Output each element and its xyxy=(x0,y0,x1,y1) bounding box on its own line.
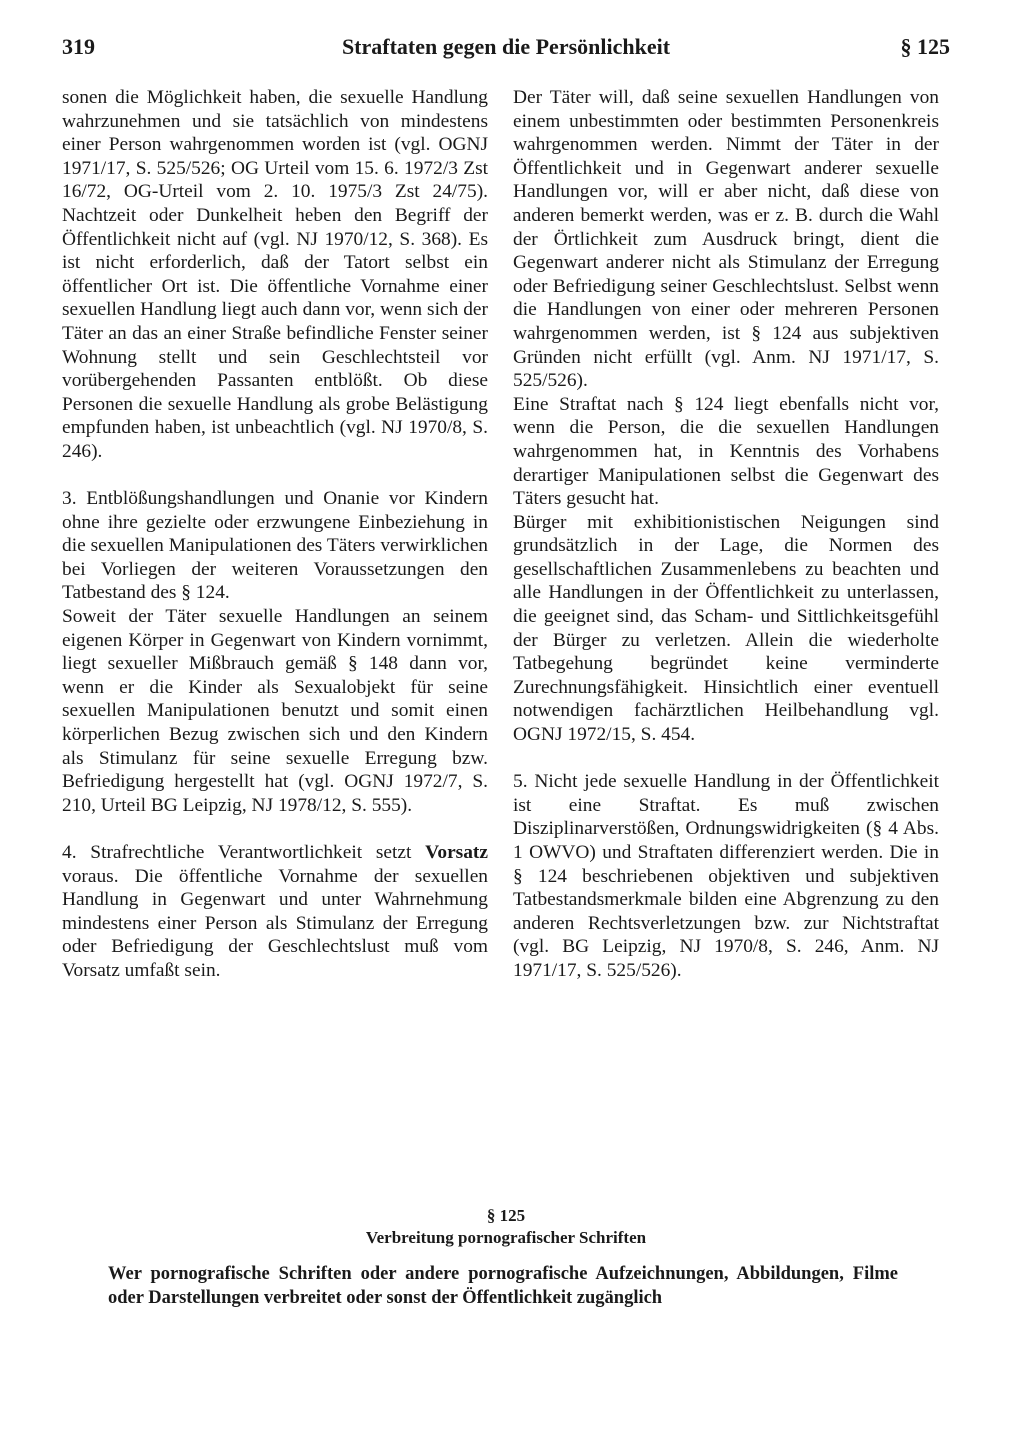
section-text: Wer pornografische Schriften oder andere pornografische Aufzeichnungen, Abbildungen, Filme oder Darstellungen verbreitet oder sonst der Öffentlichkeit zugänglich xyxy=(108,1264,898,1308)
right-column xyxy=(513,86,939,983)
left-paragraph-4 xyxy=(62,841,488,983)
paragraph-4-rest: voraus. Die öffentliche Vornahme der sexuellen Handlung in Gegenwart und unter Wahrnehmung mindestens einer Person als Stimulanz der Erregung oder Befriedigung der Geschlechtslust muß vom Vorsatz umfaßt sein. xyxy=(62,865,488,981)
section-marker: § 125 xyxy=(900,34,950,59)
right-paragraph-2: Eine Straftat nach § 124 liegt ebenfalls nicht vor, wenn die Person, die die sexuellen Handlungen wahrgenommen hat, in Kenntnis des Vorhabens derartiger Manipulationen selbst die Gegenwart des Täters gesucht hat. xyxy=(513,393,939,510)
section-heading-block xyxy=(62,1205,950,1249)
left-paragraph-1: sonen die Möglichkeit haben, die sexuelle Handlung wahrzunehmen und sie tatsächlich von mindestens einer Person wahrgenommen worden ist (vgl. OGNJ 1971/17, S. 525/526; OG Urteil vom 15. 6. 1972/3 Zst 16/72, OG-Urteil vom 2. 10. 1975/3 Zst 24/75). Nachtzeit oder Dunkelheit heben den Begriff der Öffentlichkeit nicht auf (vgl. NJ 1970/12, S. 368). Es ist nicht erforderlich, daß der Tatort selbst ein öffentlicher Ort ist. Die öffentliche Vornahme einer sexuellen Handlung liegt auch dann vor, wenn sich der Täter an das an einer Straße befindliche Fenster seiner Wohnung stellt und sein Geschlechtsteil vor vorübergehenden Passanten entblößt. Ob diese Personen die sexuelle Handlung als grobe Belästigung empfunden haben, ist unbeachtlich (vgl. NJ 1970/8, S. 246). xyxy=(62,87,488,462)
page-number: 319 xyxy=(62,34,95,59)
right-paragraph-1: Der Täter will, daß seine sexuellen Handlungen von einem unbestimmten oder bestimmten Personenkreis wahrgenommen werden. Nimmt der Täter in der Öffentlichkeit und in Gegenwart anderer sexuelle Handlungen vor, will er aber nicht, daß diese von anderen bemerkt werden, was er z. B. durch die Wahl der Örtlichkeit zum Ausdruck bringt, dient die Gegenwart anderer nicht als Stimulanz der Erregung oder Befriedigung seiner Geschlechtslust. Selbst wenn die Handlungen von einer oder mehreren Personen wahrgenommen werden, ist § 124 aus subjektiven Gründen nicht erfüllt (vgl. Anm. NJ 1971/17, S. 525/526). xyxy=(513,87,939,392)
left-paragraph-2: 3. Entblößungshandlungen und Onanie vor Kindern ohne ihre gezielte oder erzwungene Einbeziehung in die sexuellen Manipulationen des Täters verwirklichen bei Vorliegen der weiteren Voraussetzungen den Tatbestand des § 124. xyxy=(62,488,488,604)
running-title: Straftaten gegen die Persönlichkeit xyxy=(341,34,671,59)
page-header xyxy=(62,30,950,64)
paragraph-4-prefix: 4. Strafrechtliche Verantwortlichkeit setzt xyxy=(62,842,412,863)
right-paragraph-4: 5. Nicht jede sexuelle Handlung in der Öffentlichkeit ist eine Straftat. Es muß zwischen Disziplinarverstößen, Ordnungswidrigkeiten (§ 4 Abs. 1 OWVO) und Straftaten differenziert werden. Die in § 124 beschriebenen objektiven und subjektiven Tatbestandsmerkmale bilden eine Abgrenzung zu den anderen Rechtsverletzungen bzw. zur Nichtstraftat (vgl. BG Leipzig, NJ 1970/8, S. 246, Anm. NJ 1971/17, S. 525/526). xyxy=(513,771,939,981)
left-paragraph-3: Soweit der Täter sexuelle Handlungen an seinem eigenen Körper in Gegenwart von Kindern vornimmt, liegt sexueller Mißbrauch gemäß § 148 dann vor, wenn er die Kinder als Sexualobjekt für seine sexuellen Manipulationen benutzt und somit einen körperlichen Bezug zwischen sich und den Kindern als Stimulanz für seine sexuelle Erregung bzw. Befriedigung hergestellt hat (vgl. OGNJ 1972/7, S. 210, Urteil BG Leipzig, NJ 1978/12, S. 555). xyxy=(62,606,488,816)
vorsatz-term: Vorsatz xyxy=(425,842,488,863)
left-column xyxy=(62,86,488,983)
section-heading: Verbreitung pornografischer Schriften xyxy=(365,1228,647,1247)
right-paragraph-3: Bürger mit exhibitionistischen Neigungen sind grundsätzlich in der Lage, die Normen des gesellschaftlichen Zusammenlebens zu beachten und alle Handlungen in der Öffentlichkeit zu unterlassen, die geeignet sind, das Scham- und Sittlichkeitsgefühl der Bürger zu verletzen. Allein die wiederholte Tatbegehung begründet keine verminderte Zurechnungsfähigkeit. Hinsichtlich einer eventuell notwendigen fachärztlichen Heilbehandlung vgl. OGNJ 1972/15, S. 454. xyxy=(513,511,939,746)
section-number: § 125 xyxy=(486,1206,526,1225)
